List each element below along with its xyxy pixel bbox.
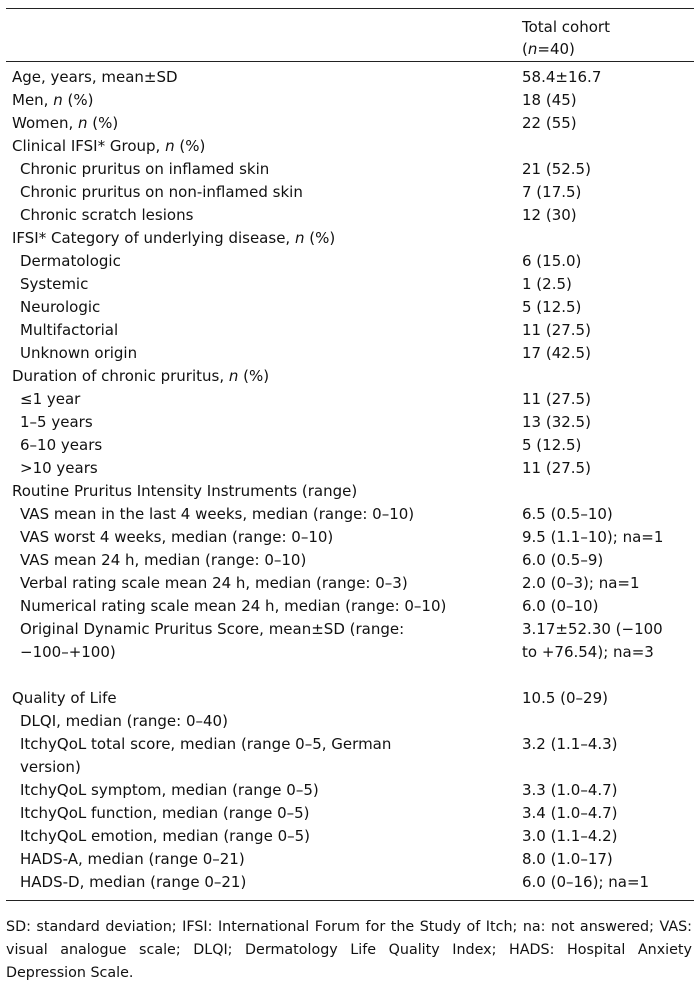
- table-row: [6, 89, 694, 112]
- table-row: [6, 779, 694, 802]
- table-row: [6, 158, 694, 181]
- row-label: 1–5 years: [20, 413, 93, 431]
- row-value: 10.5 (0–29): [522, 689, 609, 707]
- row-label: ItchyQoL emotion, median (range 0–5): [20, 827, 311, 845]
- table-row: [6, 480, 694, 503]
- row-label-line1: ItchyQoL total score, median (range 0–5, German: [20, 735, 392, 753]
- row-label: Verbal rating scale mean 24 h, median (range: 0–3): [20, 574, 408, 592]
- row-value: 5 (12.5): [522, 298, 582, 316]
- table-row: [6, 434, 694, 457]
- table-row: [6, 112, 694, 135]
- row-label: VAS mean 24 h, median (range: 0–10): [20, 551, 307, 569]
- row-label: ItchyQoL function, median (range 0–5): [20, 804, 310, 822]
- row-label: Chronic pruritus on non-inflamed skin: [20, 183, 303, 201]
- table-row: [6, 66, 694, 89]
- table-row: [6, 273, 694, 296]
- row-value: [522, 618, 663, 664]
- row-value: 6.0 (0–16); na=1: [522, 873, 650, 891]
- row-value: 11 (27.5): [522, 459, 591, 477]
- row-label: [20, 733, 520, 779]
- row-label: Unknown origin: [20, 344, 138, 362]
- section-label: Clinical IFSI* Group, n (%): [12, 137, 206, 155]
- row-value: 18 (45): [522, 91, 577, 109]
- table-row: [6, 319, 694, 342]
- row-label: Chronic scratch lesions: [20, 206, 194, 224]
- table-row: [6, 411, 694, 434]
- table-row: [6, 296, 694, 319]
- row-value: 3.2 (1.1–4.3): [522, 735, 618, 753]
- table-row: [6, 526, 694, 549]
- row-value: 9.5 (1.1–10); na=1: [522, 528, 664, 546]
- row-value: 7 (17.5): [522, 183, 582, 201]
- section-label: IFSI* Category of underlying disease, n (%): [12, 229, 336, 247]
- row-label: [20, 618, 520, 664]
- table-row: [6, 250, 694, 273]
- table-row: [6, 572, 694, 595]
- bottom-rule: [6, 900, 694, 901]
- row-value: 1 (2.5): [522, 275, 572, 293]
- row-label: >10 years: [20, 459, 98, 477]
- table-row: [6, 618, 694, 687]
- row-label: VAS mean in the last 4 weeks, median (range: 0–10): [20, 505, 415, 523]
- table-row: [6, 365, 694, 388]
- row-label: ItchyQoL symptom, median (range 0–5): [20, 781, 319, 799]
- row-value: 3.0 (1.1–4.2): [522, 827, 618, 845]
- row-value: 22 (55): [522, 114, 577, 132]
- row-label: Dermatologic: [20, 252, 121, 270]
- row-value: 12 (30): [522, 206, 577, 224]
- table-row: [6, 549, 694, 572]
- row-label-line2: version): [20, 758, 81, 776]
- table-row: [6, 687, 694, 710]
- table-row: [6, 503, 694, 526]
- row-label: VAS worst 4 weeks, median (range: 0–10): [20, 528, 334, 546]
- row-label: Systemic: [20, 275, 89, 293]
- table-row: [6, 204, 694, 227]
- table-row: [6, 871, 694, 894]
- row-value: 6.0 (0–10): [522, 597, 599, 615]
- row-label: Women, n (%): [12, 114, 119, 132]
- section-label: Duration of chronic pruritus, n (%): [12, 367, 270, 385]
- row-label: DLQI, median (range: 0–40): [20, 712, 228, 730]
- row-value: 13 (32.5): [522, 413, 591, 431]
- characteristics-table: [6, 8, 694, 901]
- row-value-line2: to +76.54); na=3: [522, 643, 654, 661]
- row-value: 8.0 (1.0–17): [522, 850, 613, 868]
- table-row: [6, 181, 694, 204]
- row-label: Men, n (%): [12, 91, 94, 109]
- row-label: HADS-D, median (range 0–21): [20, 873, 247, 891]
- section-label: Routine Pruritus Intensity Instruments (range): [12, 482, 358, 500]
- table-row: [6, 457, 694, 480]
- row-value: 2.0 (0–3); na=1: [522, 574, 640, 592]
- row-value: 5 (12.5): [522, 436, 582, 454]
- row-value-line1: 3.17±52.30 (−100: [522, 620, 663, 638]
- row-value: 3.4 (1.0–4.7): [522, 804, 618, 822]
- row-label: Age, years, mean±SD: [12, 68, 178, 86]
- row-value: 11 (27.5): [522, 390, 591, 408]
- row-label: HADS-A, median (range 0–21): [20, 850, 245, 868]
- table-row: [6, 342, 694, 365]
- row-value: 3.3 (1.0–4.7): [522, 781, 618, 799]
- table-row: [6, 135, 694, 158]
- table-row: [6, 388, 694, 411]
- row-value: 6 (15.0): [522, 252, 582, 270]
- section-label: Quality of Life: [12, 689, 117, 707]
- row-label: Multifactorial: [20, 321, 119, 339]
- row-value: 17 (42.5): [522, 344, 591, 362]
- row-label: Numerical rating scale mean 24 h, median (range: 0–10): [20, 597, 447, 615]
- table-row: [6, 227, 694, 250]
- row-label-line2: −100–+100): [20, 643, 116, 661]
- table-row: [6, 802, 694, 825]
- row-value: 6.5 (0.5–10): [522, 505, 613, 523]
- table-row: [6, 848, 694, 871]
- row-label-line1: Original Dynamic Pruritus Score, mean±SD (range:: [20, 620, 405, 638]
- table-row: [6, 710, 694, 733]
- row-value: 6.0 (0.5–9): [522, 551, 604, 569]
- row-value: 58.4±16.7: [522, 68, 602, 86]
- row-label: Chronic pruritus on inflamed skin: [20, 160, 270, 178]
- header-total-cohort: [522, 16, 610, 60]
- row-label: 6–10 years: [20, 436, 103, 454]
- table-row: [6, 825, 694, 848]
- table-row: [6, 733, 694, 779]
- row-label: Neurologic: [20, 298, 101, 316]
- row-label: ≤1 year: [20, 390, 81, 408]
- table-row: [6, 595, 694, 618]
- table-footnote: SD: standard deviation; IFSI: International Forum for the Study of Itch; na: not answered; VAS: visual analogue scale; DLQI; Dermatology Life Quality Index; HADS: Hospital Anxiety Depression Scale.: [6, 919, 692, 981]
- table-header: [6, 9, 694, 61]
- header-col2-line1: Total cohort: [522, 18, 610, 36]
- row-value: 11 (27.5): [522, 321, 591, 339]
- row-value: 21 (52.5): [522, 160, 591, 178]
- header-col2-line2: (n=40): [522, 40, 575, 58]
